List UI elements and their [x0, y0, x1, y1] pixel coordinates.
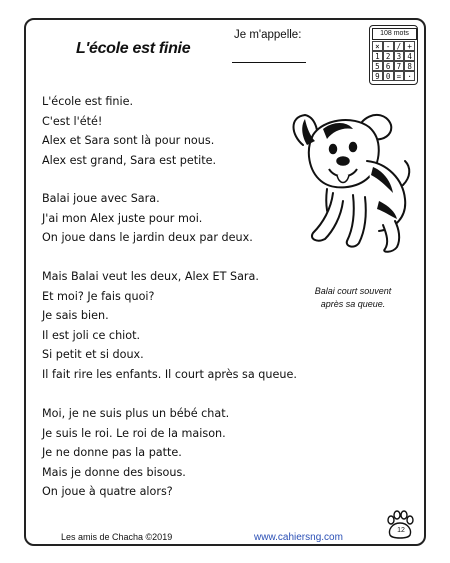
calc-key: + [404, 41, 415, 51]
calculator-icon [369, 25, 418, 85]
name-field-line [232, 62, 306, 63]
text-line: Si petit et si doux. [42, 348, 144, 361]
calc-key: = [394, 71, 405, 81]
text-line: C'est l'été! [42, 114, 103, 128]
calc-key: 9 [372, 71, 383, 81]
calc-key: - [383, 41, 394, 51]
calc-key: 3 [394, 51, 405, 61]
text-line: Alex et Sara sont là pour nous. [42, 134, 215, 147]
calc-key: 7 [394, 61, 405, 71]
calc-key: 6 [383, 61, 394, 71]
text-line: Il fait rire les enfants. Il court après sa queue. [42, 367, 297, 381]
page-title: L'école est finie [76, 40, 191, 57]
text-line: On joue dans le jardin deux par deux. [42, 231, 253, 244]
text-line: Balai joue avec Sara. [42, 192, 160, 205]
text-line: Je suis le roi. Le roi de la maison. [42, 426, 226, 440]
word-count: 108 mots [372, 28, 417, 40]
stanza-4 [42, 404, 229, 502]
text-line: Je ne donne pas la patte. [42, 446, 182, 459]
calc-key: · [404, 71, 415, 81]
text-line: Mais je donne des bisous. [42, 465, 186, 479]
calc-key: 8 [404, 61, 415, 71]
footer-credit: Les amis de Chacha ©2019 [61, 532, 173, 542]
text-line: J'ai mon Alex juste pour moi. [42, 211, 203, 225]
stanza-2 [42, 189, 253, 248]
text-line: L'école est finie. [42, 95, 134, 108]
stanza-3 [42, 267, 297, 384]
text-line: On joue à quatre alors? [42, 485, 173, 498]
calc-key: 1 [372, 51, 383, 61]
calc-key: 2 [383, 51, 394, 61]
stanza-1 [42, 92, 216, 170]
footer-url-link[interactable]: www.cahiersng.com [254, 532, 343, 543]
page-number: 12 [397, 527, 405, 534]
puppy-illustration [283, 105, 413, 255]
calc-key: × [372, 41, 383, 51]
illustration-caption [297, 285, 409, 311]
paw-print-icon [386, 510, 414, 540]
calc-key: 5 [372, 61, 383, 71]
calc-key: / [394, 41, 405, 51]
text-line: Moi, je ne suis plus un bébé chat. [42, 407, 230, 420]
caption-line: Balai court souvent [314, 286, 392, 296]
name-label: Je m'appelle: [234, 29, 302, 41]
text-line: Mais Balai veut les deux, Alex ET Sara. [42, 270, 259, 283]
calc-key: 4 [404, 51, 415, 61]
text-line: Il est joli ce chiot. [42, 328, 141, 342]
calculator-keys [372, 41, 415, 81]
caption-line: après sa queue. [320, 299, 386, 309]
text-line: Et moi? Je fais quoi? [42, 289, 155, 303]
text-line: Alex est grand, Sara est petite. [42, 153, 217, 167]
text-line: Je sais bien. [42, 309, 109, 322]
calc-key: 0 [383, 71, 394, 81]
